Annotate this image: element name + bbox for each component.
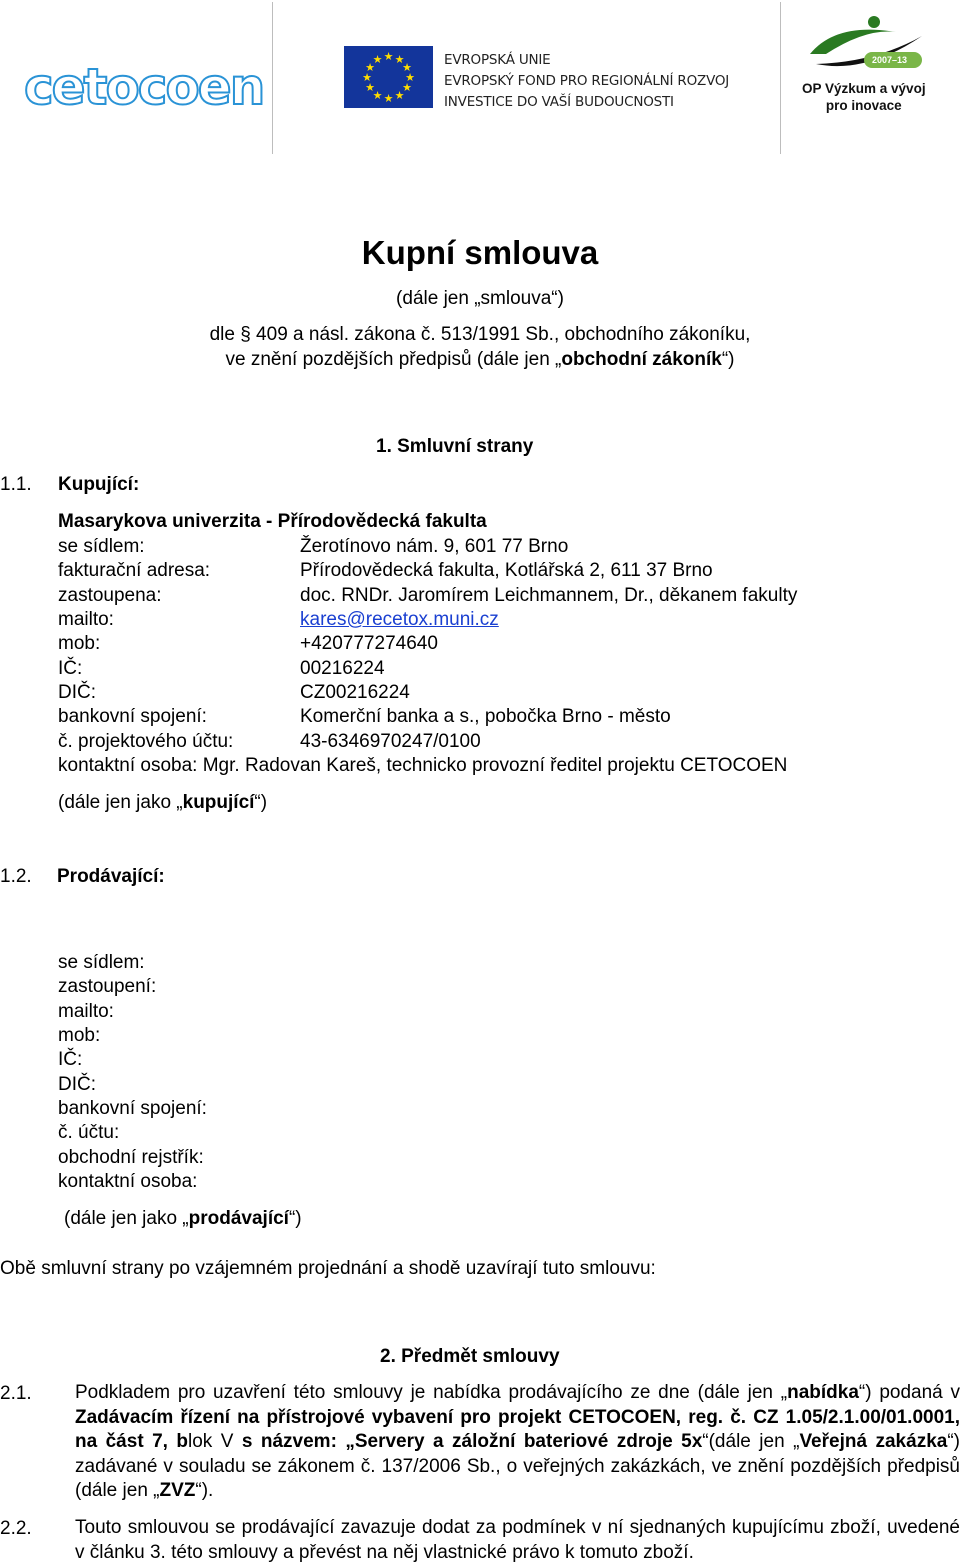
buyer-field-value: Žerotínovo nám. 9, 601 77 Brno (300, 536, 569, 557)
law-line-2-text: ve znění pozdějších předpisů (dále jen „ (225, 349, 562, 370)
seller-alias-bold: prodávající (188, 1208, 289, 1229)
clause-2-1-bold: s názvem: „Servery a záložní bateriové zdroje 5x (241, 1431, 703, 1452)
buyer-field-label: fakturační adresa: (58, 560, 211, 581)
svg-text:★: ★ (402, 62, 412, 74)
op-line: OP Výzkum a vývoj (802, 81, 926, 96)
buyer-alias-end: “) (254, 792, 268, 813)
buyer-name: Masarykova univerzita - Přírodovědecká fakulta (58, 511, 487, 532)
page-title: Kupní smlouva (361, 234, 599, 271)
clause-2-2-number: 2.2. (0, 1518, 32, 1539)
buyer-alias-bold: kupující (182, 792, 255, 813)
clause-2-1-number: 2.1. (0, 1383, 32, 1404)
op-logo-icon (806, 14, 926, 82)
law-line-1: dle § 409 a násl. zákona č. 513/1991 Sb., obchodního zákoníku, (209, 324, 751, 345)
seller-field-label: obchodní rejstřík: (58, 1147, 204, 1168)
buyer-field-label: zastoupena: (58, 585, 162, 606)
buyer-field-label: mob: (58, 633, 101, 654)
buyer-field-value: Přírodovědecká fakulta, Kotlářská 2, 611 37 Brno (300, 560, 713, 581)
seller-field-label: zastoupení: (58, 976, 157, 997)
subtitle: (dále jen „smlouva“) (396, 288, 564, 309)
clause-2-1-text: “) podaná v (858, 1382, 960, 1403)
buyer-field-value: 00216224 (300, 658, 385, 679)
svg-text:★: ★ (365, 82, 375, 94)
buyer-field-label: bankovní spojení: (58, 706, 207, 727)
svg-text:★: ★ (372, 54, 383, 66)
eu-line: INVESTICE DO VAŠÍ BUDOUCNOSTI (444, 94, 674, 110)
clause-2-1-bold: nabídka (787, 1382, 859, 1403)
seller-field-label: DIČ: (58, 1074, 96, 1095)
seller-field-label: se sídlem: (58, 952, 145, 973)
header-divider-left (272, 2, 273, 154)
buyer-number: 1.1. (0, 474, 32, 495)
buyer-field-label: mailto: (58, 609, 114, 630)
buyer-field-value: CZ00216224 (300, 682, 410, 703)
buyer-field-label: č. projektového účtu: (58, 731, 234, 752)
seller-field-label: č. účtu: (58, 1122, 120, 1143)
buyer-field-label: IČ: (58, 658, 83, 679)
op-text (802, 80, 926, 114)
clause-2-1-bold: Veřejná zakázka (799, 1431, 948, 1452)
svg-text:★: ★ (394, 90, 405, 102)
buyer-field-value: Komerční banka a s., pobočka Brno - město (300, 706, 671, 727)
seller-field-label: mob: (58, 1025, 101, 1046)
agreement-line: Obě smluvní strany po vzájemném projednání a shodě uzavírají tuto smlouvu: (0, 1258, 656, 1279)
clause-2-2: Touto smlouvou se prodávající zavazuje dodat za podmínek v ní sjednaných kupujícímu zboží, uvedené v článku 3. této smlouvy a převést na něj vlastnické právo k tomuto zboží. (75, 1517, 960, 1563)
cetocoen-logo: cetocoen (24, 58, 264, 116)
svg-text:★: ★ (365, 62, 375, 74)
seller-field-label: bankovní spojení: (58, 1098, 207, 1119)
eu-line: EVROPSKÝ FOND PRO REGIONÁLNÍ ROZVOJ (444, 73, 730, 89)
seller-alias-end: “) (288, 1208, 302, 1229)
law-line-2 (0, 349, 960, 371)
buyer-alias (58, 792, 267, 814)
buyer-field-label: se sídlem: (58, 536, 145, 557)
svg-text:★: ★ (362, 72, 372, 84)
op-badge: 2007–13 (872, 55, 908, 65)
buyer-email-link[interactable]: kares@recetox.muni.cz (300, 609, 499, 630)
clause-2-1-text: lok V (188, 1431, 242, 1452)
seller-number: 1.2. (0, 866, 32, 887)
eu-text-block (444, 50, 729, 113)
header-divider-right (780, 2, 781, 154)
clause-2-1-text: “). (195, 1480, 214, 1501)
clause-2-1-text: Podkladem pro uzavření této smlouvy je nabídka prodávajícího ze dne (dále jen „ (75, 1382, 788, 1403)
seller-field-label: IČ: (58, 1049, 83, 1070)
svg-text:★: ★ (372, 90, 383, 102)
clause-2-1-text: “) zadávané v souladu se zákonem č. 137/2006 Sb., o veřejných zakázkách, ve znění pozdějších předpisů (dále jen „ (75, 1431, 960, 1501)
seller-alias-text: (dále jen jako „ (64, 1208, 189, 1229)
buyer-label: Kupující: (58, 474, 140, 495)
svg-text:★: ★ (402, 82, 412, 94)
clause-2-1-bold: Zadávacím řízení na přístrojové vybavení pro projekt CETOCOEN, reg. č. CZ 1.05/2.1.00/01.0001, na část 7, b (75, 1406, 960, 1452)
svg-text:★: ★ (394, 54, 405, 66)
eu-flag-icon (344, 46, 433, 108)
section-2-heading: 2. Předmět smlouvy (380, 1346, 560, 1367)
seller-field-label: kontaktní osoba: (58, 1171, 198, 1192)
buyer-field-label: DIČ: (58, 682, 96, 703)
buyer-field-value: +420777274640 (300, 633, 438, 654)
buyer-contact: kontaktní osoba: Mgr. Radovan Kareš, technicko provozní ředitel projektu CETOCOEN (58, 755, 788, 776)
buyer-alias-text: (dále jen jako „ (58, 792, 183, 813)
buyer-field-value: 43-6346970247/0100 (300, 731, 481, 752)
law-line-2-bold: obchodní zákoník (561, 349, 722, 370)
law-line-2-end: “) (721, 349, 735, 370)
eu-line: EVROPSKÁ UNIE (444, 52, 551, 68)
seller-field-label: mailto: (58, 1001, 114, 1022)
clause-2-1 (75, 1381, 960, 1504)
svg-text:★: ★ (383, 51, 394, 63)
buyer-field-value: doc. RNDr. Jaromírem Leichmannem, Dr., děkanem fakulty (300, 585, 798, 606)
clause-2-1-bold: ZVZ (159, 1480, 196, 1501)
op-line: pro inovace (825, 98, 902, 113)
svg-text:★: ★ (405, 72, 415, 84)
svg-text:★: ★ (383, 93, 394, 105)
clause-2-1-text: “(dále jen „ (702, 1431, 800, 1452)
seller-label: Prodávající: (57, 866, 165, 887)
section-1-heading: 1. Smluvní strany (376, 436, 534, 457)
seller-alias (64, 1208, 302, 1230)
